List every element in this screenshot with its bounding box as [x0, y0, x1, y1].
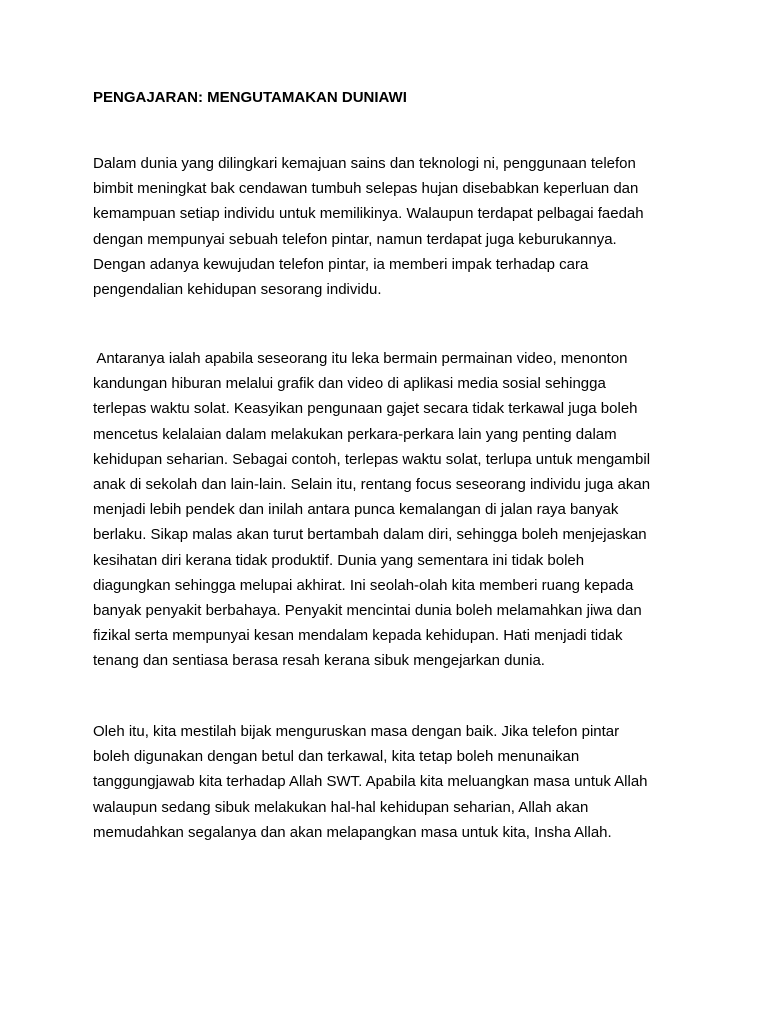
paragraph-1 — [93, 151, 644, 302]
paragraph-line: Dalam dunia yang dilingkari kemajuan sains dan teknologi ni, penggunaan telefon — [93, 155, 636, 172]
paragraph-line: kesihatan diri kerana tidak produktif. Dunia yang sementara ini tidak boleh — [93, 551, 585, 569]
paragraph-line: walaupun sedang sibuk melakukan hal-hal kehidupan seharian, Allah akan — [93, 798, 589, 816]
document-title: PENGAJARAN: MENGUTAMAKAN DUNIAWI — [93, 89, 407, 106]
paragraph-line: fizikal serta mempunyai kesan mendalam kepada kehidupan. Hati menjadi tidak — [93, 627, 623, 645]
paragraph-line: boleh digunakan dengan betul dan terkawal, kita tetap boleh menunaikan — [93, 748, 580, 766]
paragraph-line: dengan mempunyai sebuah telefon pintar, namun terdapat juga keburukannya. — [93, 230, 617, 248]
paragraph-line: memudahkan segalanya dan akan melapangkan masa untuk kita, Insha Allah. — [93, 823, 612, 841]
paragraph-line: tenang dan sentiasa berasa resah kerana sibuk mengejarkan dunia. — [93, 652, 545, 670]
paragraph-line: kehidupan seharian. Sebagai contoh, terlepas waktu solat, terlupa untuk mengambil — [93, 450, 651, 468]
paragraph-line: Oleh itu, kita mestilah bijak menguruskan masa dengan baik. Jika telefon pintar — [93, 723, 620, 740]
paragraph-line: menjadi lebih pendek dan inilah antara punca kemalangan di jalan raya banyak — [93, 501, 619, 519]
paragraph-line: kandungan hiburan melalui grafik dan video di aplikasi media sosial sehingga — [93, 375, 606, 393]
paragraph-2 — [93, 346, 650, 673]
paragraph-line: mencetus kelalaian dalam melakukan perkara-perkara lain yang penting dalam — [93, 425, 617, 443]
paragraph-line: Antaranya ialah apabila seseorang itu leka bermain permainan video, menonton — [93, 350, 628, 367]
paragraph-line: Dengan adanya kewujudan telefon pintar, ia memberi impak terhadap cara — [93, 255, 589, 273]
paragraph-3 — [93, 719, 648, 845]
paragraph-line: anak di sekolah dan lain-lain. Selain itu, rentang focus seseorang individu juga akan — [93, 475, 651, 493]
paragraph-line: kemampuan setiap individu untuk memilikinya. Walaupun terdapat pelbagai faedah — [93, 205, 644, 223]
paragraph-line: terlepas waktu solat. Keasyikan pengunaan gajet secara tidak terkawal juga boleh — [93, 400, 638, 418]
paragraph-line: tanggungjawab kita terhadap Allah SWT. Apabila kita meluangkan masa untuk Allah — [93, 773, 648, 791]
paragraph-line: banyak penyakit berbahaya. Penyakit mencintai dunia boleh melamahkan jiwa dan — [93, 601, 642, 619]
paragraph-line: bimbit meningkat bak cendawan tumbuh selepas hujan disebabkan keperluan dan — [93, 180, 639, 198]
paragraph-line: pengendalian kehidupan sesorang individu. — [93, 280, 382, 298]
paragraph-line: berlaku. Sikap malas akan turut bertambah dalam diri, sehingga boleh menjejaskan — [93, 526, 647, 544]
paragraph-line: diagungkan sehingga melupai akhirat. Ini seolah-olah kita memberi ruang kepada — [93, 576, 634, 594]
